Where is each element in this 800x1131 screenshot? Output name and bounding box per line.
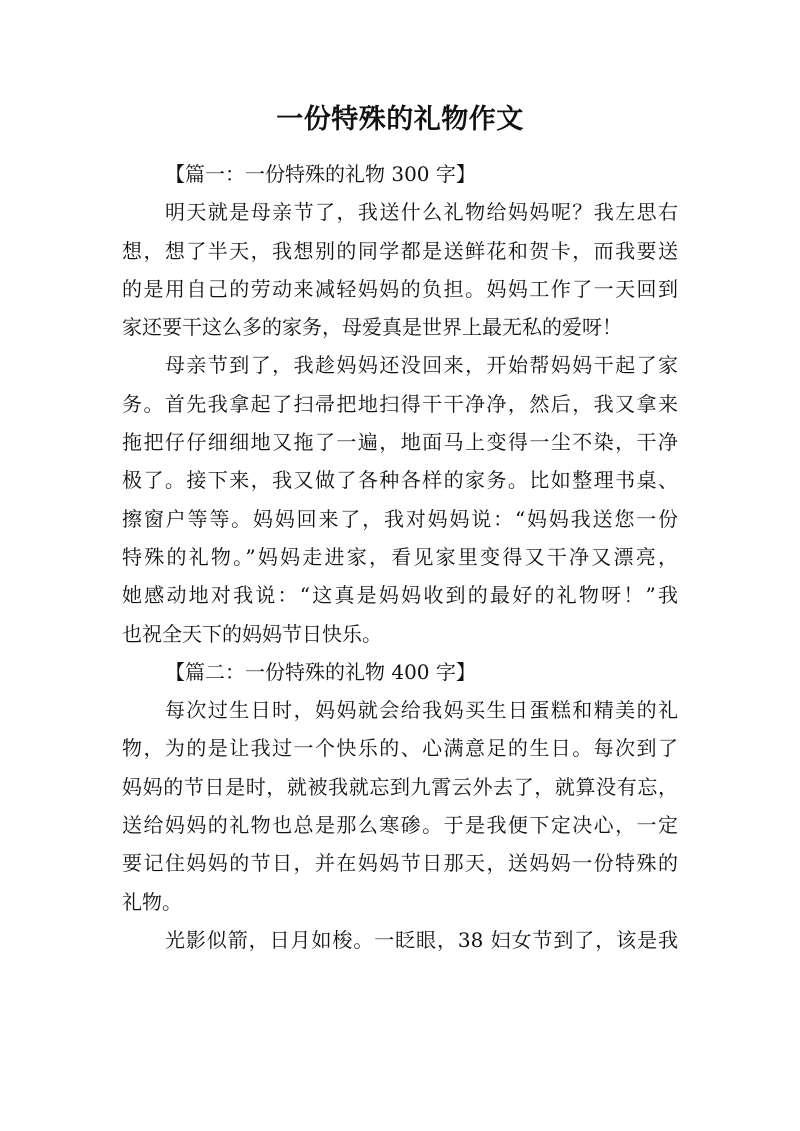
paragraph-2-1: [122, 691, 678, 921]
text-line: 要记住妈妈的节日，并在妈妈节日那天，送妈妈一份特殊的: [122, 851, 678, 876]
text-line: 家还要干这么多的家务，母爱真是世界上最无私的爱呀！: [122, 315, 622, 340]
text-line: 物，为的是让我过一个快乐的、心满意足的生日。每次到了: [122, 736, 678, 761]
text-line: 礼物。: [122, 889, 182, 914]
document-title: 一份特殊的礼物作文: [276, 104, 524, 135]
paragraph-1-1: [122, 193, 678, 346]
text-line: 的是用自己的劳动来减轻妈妈的负担。妈妈工作了一天回到: [122, 276, 678, 301]
paragraph-2-2: [122, 921, 678, 959]
text-line: 母亲节到了，我趁妈妈还没回来，开始帮妈妈干起了家: [165, 353, 678, 378]
text-line: 光影似箭，日月如梭。一眨眼，38 妇女节到了，该是我: [165, 927, 678, 952]
text-line: 务。首先我拿起了扫帚把地扫得干干净净，然后，我又拿来: [122, 391, 678, 416]
section-heading-2: 【篇二：一份特殊的礼物 400 字】: [165, 659, 476, 684]
text-line: 拖把仔仔细细地又拖了一遍，地面马上变得一尘不染，干净: [122, 430, 678, 455]
text-line: 想，想了半天，我想别的同学都是送鲜花和贺卡，而我要送: [122, 238, 678, 263]
text-line: 特殊的礼物。”妈妈走进家，看见家里变得又干净又漂亮，: [122, 544, 678, 569]
text-line: 送给妈妈的礼物也总是那么寒碜。于是我便下定决心，一定: [122, 813, 678, 838]
text-line: 极了。接下来，我又做了各种各样的家务。比如整理书桌、: [122, 468, 678, 493]
paragraph-1-2: [122, 346, 678, 652]
text-line: 也祝全天下的妈妈节日快乐。: [122, 621, 382, 646]
text-line: 明天就是母亲节了，我送什么礼物给妈妈呢？我左思右: [165, 200, 678, 225]
document-body: [122, 155, 678, 959]
text-line: 每次过生日时，妈妈就会给我妈买生日蛋糕和精美的礼: [165, 698, 678, 723]
text-line: 她感动地对我说：“这真是妈妈收到的最好的礼物呀！”我: [122, 583, 678, 608]
text-line: 擦窗户等等。妈妈回来了，我对妈妈说：“妈妈我送您一份: [122, 506, 678, 531]
section-heading-1: 【篇一：一份特殊的礼物 300 字】: [165, 162, 476, 186]
text-line: 妈妈的节日是时，就被我就忘到九霄云外去了，就算没有忘，: [122, 774, 678, 799]
